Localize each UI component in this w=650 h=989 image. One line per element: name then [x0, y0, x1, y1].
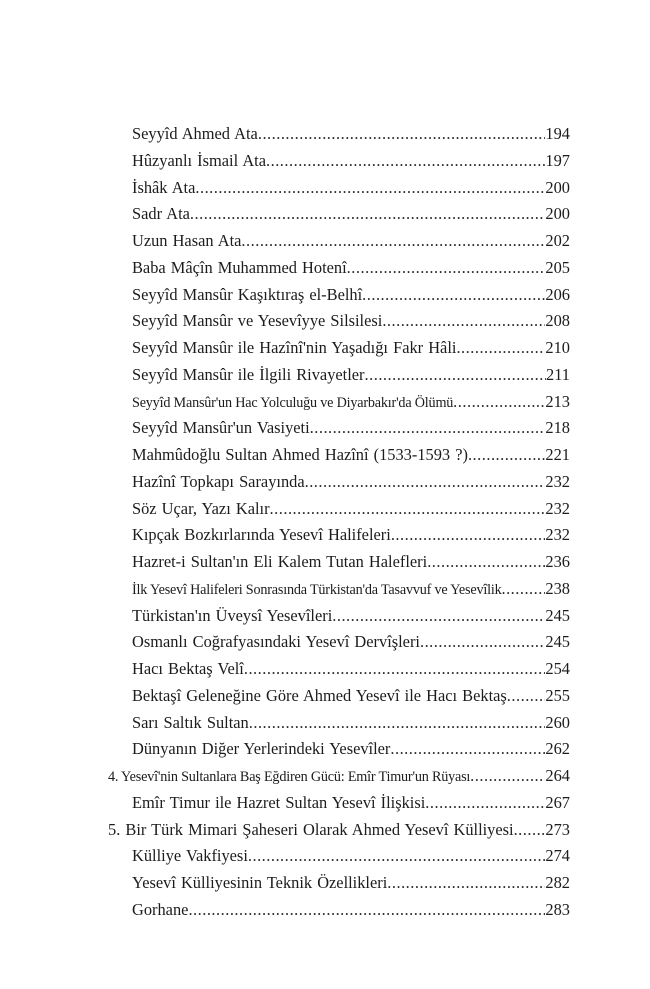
toc-entry-page: 200	[545, 177, 570, 197]
toc-entry-page: 273	[545, 819, 570, 839]
toc-chapter-entry	[0, 763, 650, 790]
toc-chapter-entry	[0, 817, 650, 844]
toc-entry-title: Yesevî Külliyesinin Teknik Özellikleri	[132, 873, 388, 892]
toc-entry-title: İlk Yesevî Halifeleri Sonrasında Türkistan'da Tasavvuf ve Yesevîlik	[132, 581, 502, 598]
toc-entry-title: 5. Bir Türk Mimari Şaheseri Olarak Ahmed Yesevî Külliyesi	[108, 819, 514, 839]
toc-entry-title: Seyyîd Mansûr ile İlgili Rivayetler	[132, 364, 365, 384]
dot-leader	[507, 683, 546, 709]
dot-leader	[249, 710, 546, 736]
toc-entry-title: Gorhane	[132, 899, 189, 919]
dot-leader	[420, 629, 545, 655]
toc-entry-page: 245	[545, 632, 570, 652]
toc-entry-title: Mahmûdoğlu Sultan Ahmed Hazînî (1533-1593 ?)	[132, 445, 468, 464]
toc-entry	[0, 469, 650, 496]
toc-entry-title: 4. Yesevî'nin Sultanlara Baş Eğdiren Gücü: Emîr Timur'un Rüyası	[108, 769, 471, 785]
toc-entry-title: Bektaşî Geleneğine Göre Ahmed Yesevî ile Hacı Bektaş	[132, 685, 507, 705]
toc-entry-page: 254	[545, 659, 570, 678]
toc-entry-title: Sarı Saltık Sultan	[132, 712, 249, 732]
toc-entry	[0, 308, 650, 335]
toc-entry	[0, 282, 650, 309]
toc-entry-page: 283	[545, 899, 570, 919]
toc-entry-title: Hûzyanlı İsmail Ata	[132, 150, 267, 170]
toc-entry-title: Türkistan'ın Üveysî Yesevîleri	[132, 605, 333, 625]
toc-entry-page: 274	[545, 846, 570, 866]
toc-entry	[0, 736, 650, 763]
dot-leader	[427, 549, 545, 575]
dot-leader	[258, 121, 546, 147]
toc-entry	[0, 710, 650, 737]
dot-leader	[514, 817, 546, 843]
dot-leader	[266, 148, 545, 174]
toc-entry	[0, 522, 650, 549]
dot-leader	[390, 736, 545, 762]
dot-leader	[244, 656, 546, 682]
dot-leader	[470, 763, 545, 789]
dot-leader	[190, 201, 546, 227]
toc-entry-title: Seyyîd Mansûr Kaşıktıraş el-Belhî	[132, 284, 363, 304]
dot-leader	[382, 308, 545, 334]
toc-entry-page: 262	[545, 739, 570, 759]
toc-entry-title: Külliye Vakfiyesi	[132, 846, 248, 866]
toc-entry-title: Seyyîd Mansûr'un Hac Yolculuğu ve Diyarbakır'da Ölümü	[132, 394, 454, 411]
toc-entry	[0, 870, 650, 897]
toc-entry-page: 260	[545, 712, 570, 732]
toc-entry-title: Emîr Timur ile Hazret Sultan Yesevî İlişkisi	[132, 792, 426, 812]
toc-entry-page: 194	[545, 124, 570, 143]
toc-entry-title: Dünyanın Diğer Yerlerindeki Yesevîler	[132, 739, 391, 759]
toc-entry	[0, 389, 650, 416]
dot-leader	[387, 870, 545, 896]
dot-leader	[305, 469, 546, 495]
toc-entry-page: 264	[545, 766, 570, 785]
toc-entry-page: 211	[546, 364, 570, 384]
dot-leader	[188, 897, 545, 923]
toc-entry-page: 208	[545, 311, 570, 331]
toc-entry	[0, 656, 650, 683]
toc-entry-title: Osmanlı Coğrafyasındaki Yesevî Dervîşleri	[132, 632, 420, 652]
toc-entry-title: Sadr Ata	[132, 204, 190, 224]
toc-entry-page: 267	[545, 792, 570, 812]
toc-entry	[0, 201, 650, 228]
toc-entry	[0, 255, 650, 282]
toc-entry	[0, 121, 650, 148]
toc-entry	[0, 362, 650, 389]
toc-entry	[0, 576, 650, 603]
toc-entry-title: İshâk Ata	[132, 177, 196, 197]
toc-entry-page: 232	[545, 525, 570, 545]
toc-entry-page: 221	[545, 445, 570, 464]
dot-leader	[365, 362, 546, 388]
toc-entry-page: 205	[545, 257, 570, 277]
toc-entry-page: 210	[545, 338, 570, 357]
dot-leader	[362, 282, 545, 308]
dot-leader	[310, 415, 546, 441]
toc-entry	[0, 415, 650, 442]
dot-leader	[468, 442, 545, 468]
toc-entry	[0, 683, 650, 710]
toc-entry-page: 282	[545, 873, 570, 892]
toc-entry-title: Söz Uçar, Yazı Kalır	[132, 498, 270, 518]
dot-leader	[332, 603, 545, 629]
dot-leader	[347, 255, 546, 281]
toc-entry	[0, 335, 650, 362]
toc-entry-page: 232	[545, 471, 570, 491]
table-of-contents	[0, 121, 650, 924]
toc-entry-page: 218	[545, 418, 570, 438]
toc-entry-page: 255	[545, 685, 570, 705]
toc-entry	[0, 549, 650, 576]
toc-entry	[0, 843, 650, 870]
dot-leader	[195, 175, 545, 201]
toc-entry-title: Seyyîd Mansûr'un Vasiyeti	[132, 418, 310, 438]
dot-leader	[453, 389, 545, 415]
toc-entry	[0, 228, 650, 255]
toc-entry-page: 206	[545, 284, 570, 304]
toc-entry-title: Seyyîd Mansûr ile Hazînî'nin Yaşadığı Fakr Hâli	[132, 338, 457, 357]
dot-leader	[270, 496, 546, 522]
toc-entry	[0, 790, 650, 817]
toc-entry-title: Seyyîd Mansûr ve Yesevîyye Silsilesi	[132, 311, 383, 331]
toc-entry-page: 197	[545, 150, 570, 170]
toc-entry-title: Hazret-i Sultan'ın Eli Kalem Tutan Halefleri	[132, 552, 428, 571]
toc-entry-page: 238	[545, 578, 570, 598]
toc-entry-page: 202	[545, 231, 570, 250]
toc-entry	[0, 148, 650, 175]
dot-leader	[248, 843, 546, 869]
toc-entry	[0, 496, 650, 523]
toc-entry	[0, 442, 650, 469]
toc-entry-title: Hazînî Topkapı Sarayında	[132, 471, 305, 491]
toc-entry-title: Kıpçak Bozkırlarında Yesevî Halifeleri	[132, 525, 391, 545]
dot-leader	[501, 576, 545, 602]
toc-entry-title: Uzun Hasan Ata	[132, 231, 242, 250]
dot-leader	[241, 228, 545, 254]
toc-entry-page: 236	[545, 552, 570, 571]
toc-entry-title: Baba Mâçîn Muhammed Hotenî	[132, 257, 347, 277]
toc-entry-page: 232	[545, 498, 570, 518]
dot-leader	[391, 522, 546, 548]
toc-entry-title: Hacı Bektaş Velî	[132, 659, 244, 678]
toc-entry	[0, 603, 650, 630]
dot-leader	[425, 790, 545, 816]
dot-leader	[456, 335, 545, 361]
toc-entry-page: 200	[545, 204, 570, 224]
toc-entry	[0, 897, 650, 924]
toc-entry	[0, 175, 650, 202]
toc-entry	[0, 629, 650, 656]
toc-entry-title: Seyyîd Ahmed Ata	[132, 124, 258, 143]
toc-entry-page: 245	[545, 605, 570, 625]
toc-entry-page: 213	[545, 391, 570, 411]
